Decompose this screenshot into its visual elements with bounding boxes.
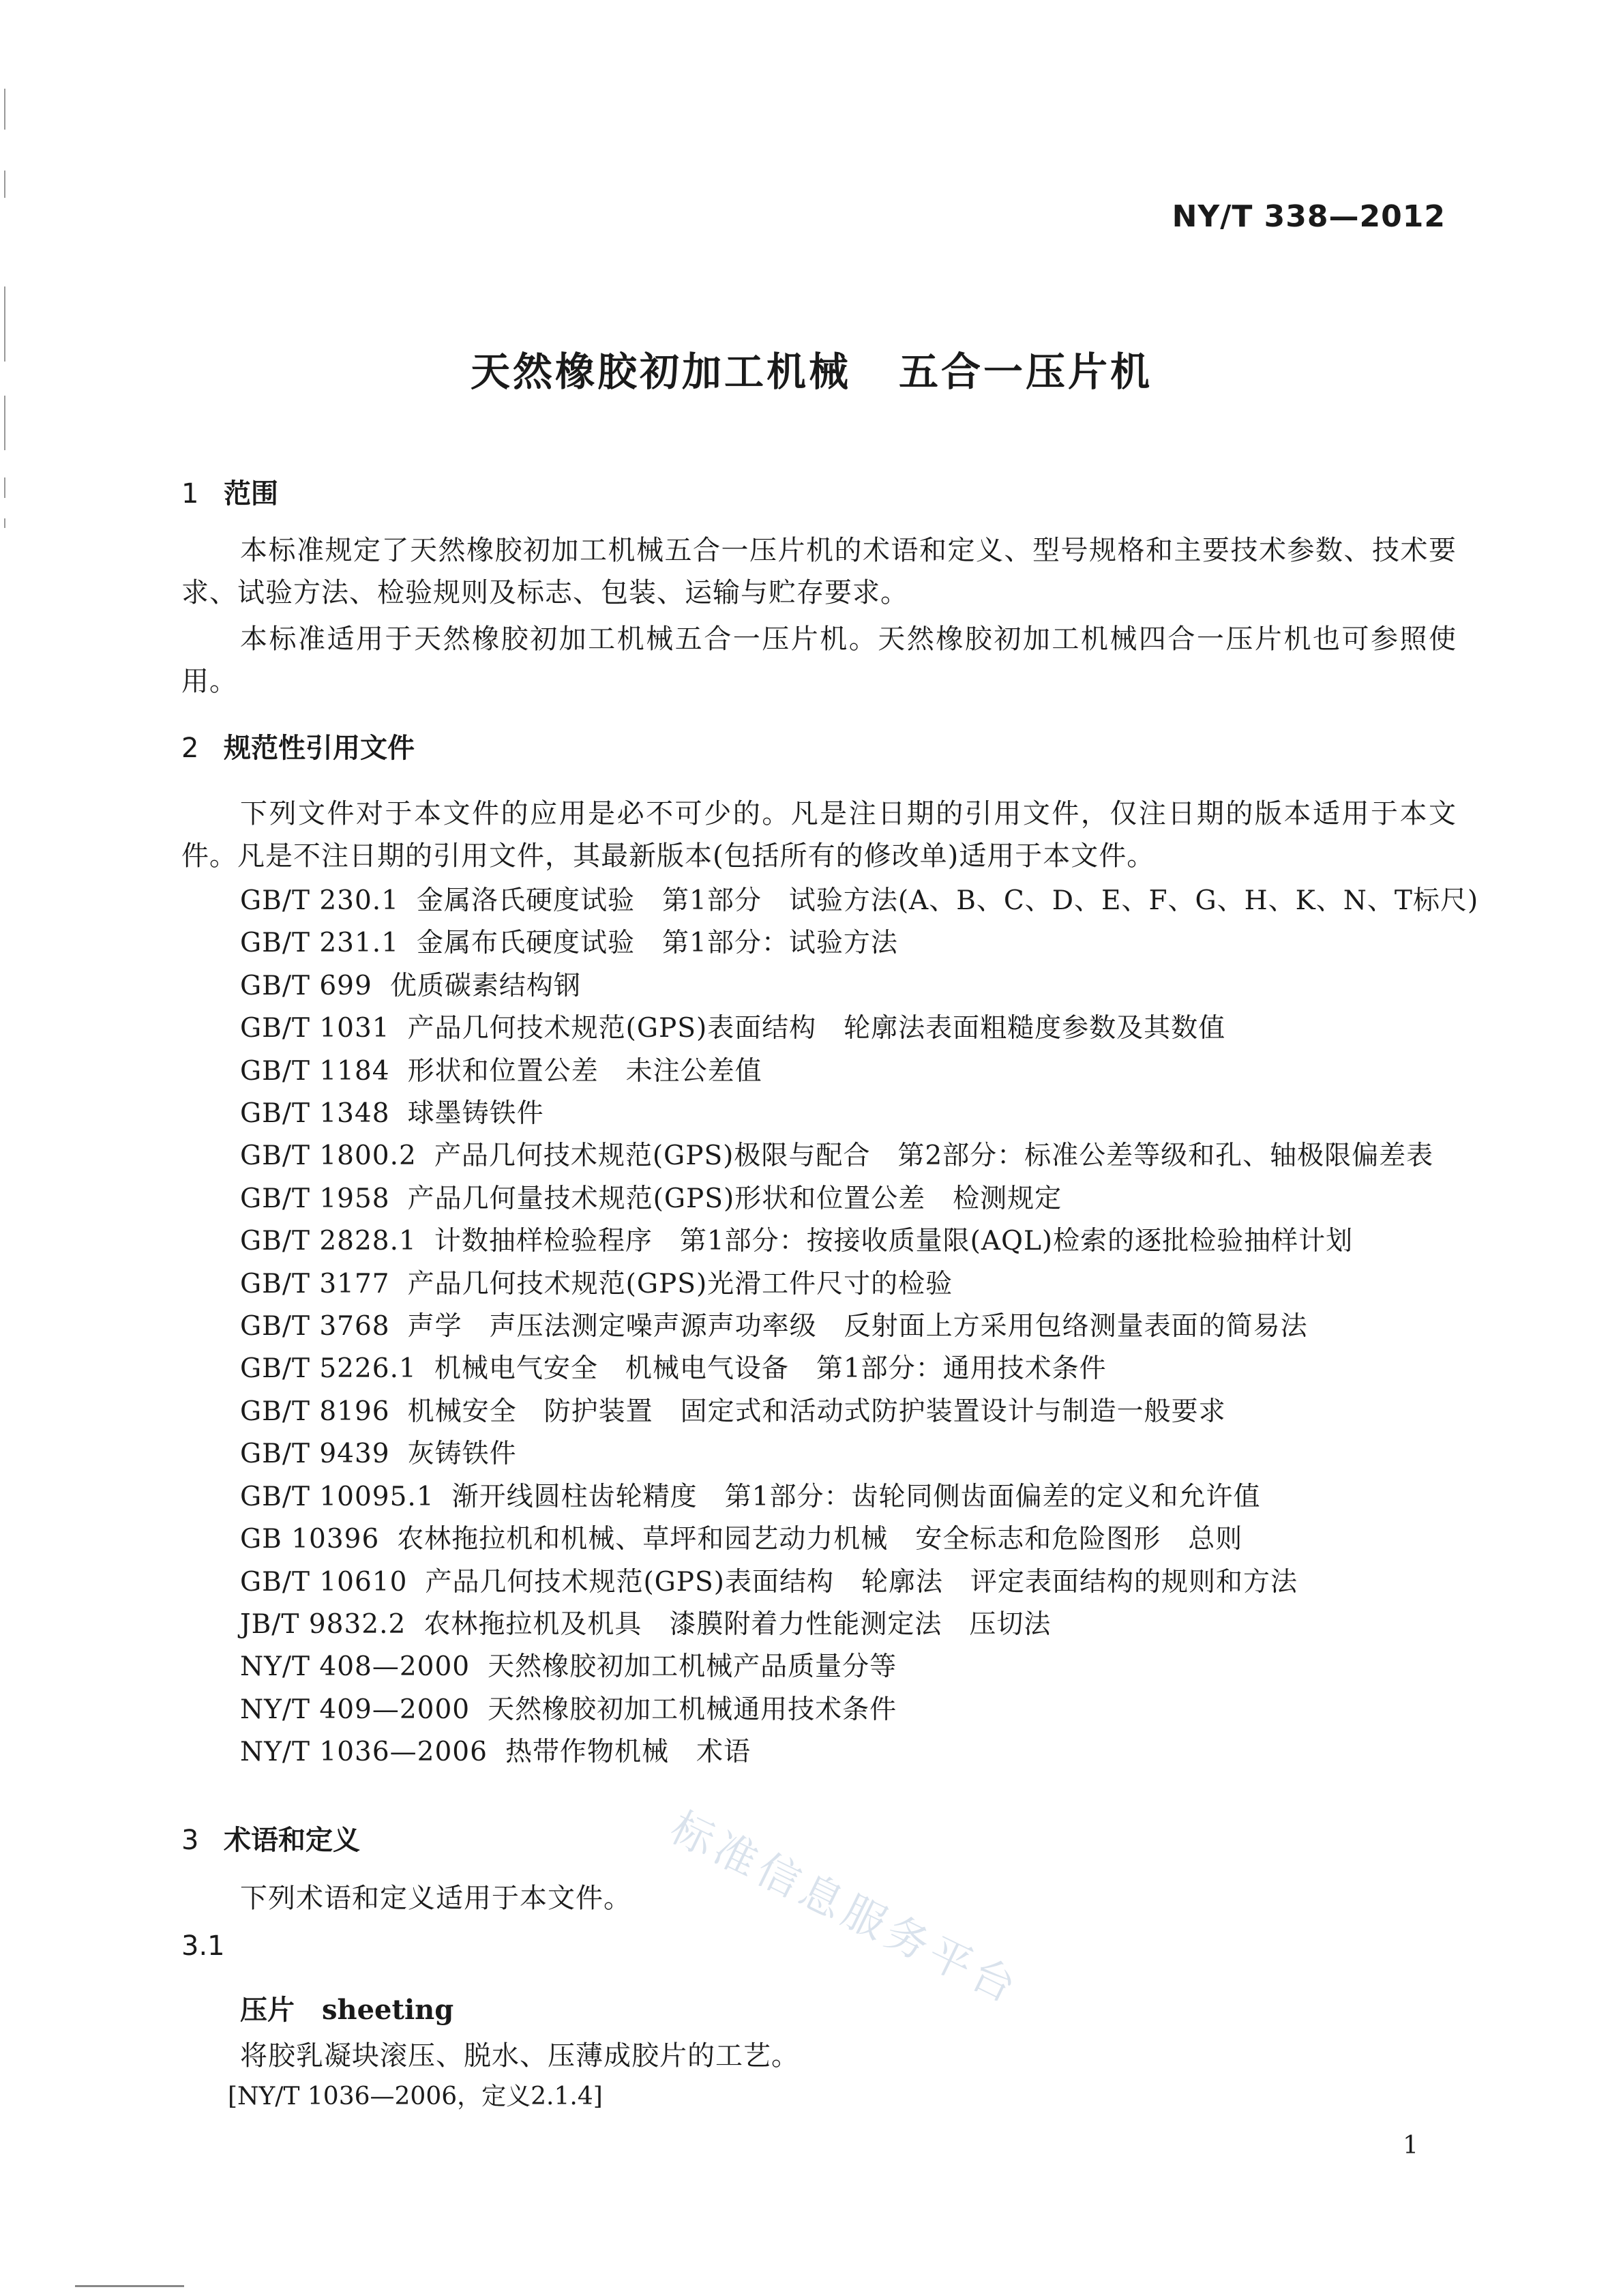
reference-item: GB/T 1800.2 产品几何技术规范(GPS)极限与配合 第2部分：标准公差等级和孔、轴极限偏差表: [240, 1140, 1434, 1172]
reference-item: GB/T 699 优质碳素结构钢: [240, 970, 581, 1001]
reference-item: GB/T 1184 形状和位置公差 未注公差值: [240, 1055, 762, 1087]
normative-references-list: [181, 880, 1479, 1774]
document-title: [0, 340, 1623, 397]
section-number: 1: [181, 478, 199, 510]
section-1-heading: [181, 472, 278, 511]
section-number: 2: [181, 733, 199, 764]
reference-item: GB/T 9439 灰铸铁件: [240, 1439, 517, 1470]
standard-code: NY/T 338—2012: [1172, 199, 1446, 234]
reference-item: GB/T 3177 产品几何技术规范(GPS)光滑工件尺寸的检验: [240, 1268, 953, 1299]
reference-item: NY/T 1036—2006 热带作物机械 术语: [240, 1737, 751, 1768]
term-name-en: sheeting: [322, 1994, 454, 2026]
term-name-zh: 压片: [240, 1995, 295, 2026]
term-source: [NY/T 1036—2006，定义2.1.4]: [228, 2082, 603, 2110]
section-1-paragraph-1: 本标准规定了天然橡胶初加工机械五合一压片机的术语和定义、型号规格和主要技术参数、技术要求、试验方法、检验规则及标志、包装、运输与贮存要求。: [181, 535, 1457, 608]
reference-item: GB/T 230.1 金属洛氏硬度试验 第1部分 试验方法(A、B、C、D、E、F、G、H、K、N、T标尺): [240, 885, 1479, 916]
reference-item: GB/T 10610 产品几何技术规范(GPS)表面结构 轮廓法 评定表面结构的规则和方法: [240, 1566, 1298, 1598]
reference-item: NY/T 408—2000 天然橡胶初加工机械产品质量分等: [240, 1651, 897, 1683]
section-title: 术语和定义: [224, 1825, 360, 1856]
reference-item: GB/T 1031 产品几何技术规范(GPS)表面结构 轮廓法表面粗糙度参数及其数值: [240, 1013, 1226, 1044]
reference-item: GB/T 10095.1 渐开线圆柱齿轮精度 第1部分：齿轮同侧齿面偏差的定义和允许值: [240, 1481, 1261, 1512]
reference-item: GB/T 231.1 金属布氏硬度试验 第1部分：试验方法: [240, 928, 898, 959]
section-2-heading: [181, 726, 415, 765]
title-part-1: 天然橡胶初加工机械: [470, 349, 851, 395]
section-3-paragraph-1: 下列术语和定义适用于本文件。: [240, 1883, 631, 1914]
reference-item: JB/T 9832.2 农林拖拉机及机具 漆膜附着力性能测定法 压切法: [240, 1608, 1052, 1640]
reference-item: GB/T 8196 机械安全 防护装置 固定式和活动式防护装置设计与制造一般要求: [240, 1396, 1226, 1427]
title-part-2: 五合一压片机: [899, 349, 1153, 395]
reference-item: GB 10396 农林拖拉机和机械、草坪和园艺动力机械 安全标志和危险图形 总则: [240, 1524, 1243, 1555]
reference-item: GB/T 2828.1 计数抽样检验程序 第1部分：按接收质量限(AQL)检索的逐批检验抽样计划: [240, 1226, 1354, 1257]
section-title: 范围: [224, 478, 278, 510]
reference-item: GB/T 5226.1 机械电气安全 机械电气设备 第1部分：通用技术条件: [240, 1353, 1107, 1385]
section-1-paragraph-2: 本标准适用于天然橡胶初加工机械五合一压片机。天然橡胶初加工机械四合一压片机也可参照使用。: [181, 623, 1457, 697]
term-definition: 将胶乳凝块滚压、脱水、压薄成胶片的工艺。: [240, 2040, 799, 2072]
reference-item: GB/T 1348 球墨铸铁件: [240, 1098, 544, 1130]
reference-item: NY/T 409—2000 天然橡胶初加工机械通用技术条件: [240, 1694, 897, 1725]
term-name: [240, 1988, 453, 2027]
scan-bottom-mark: [75, 2285, 184, 2287]
page-number: 1: [1403, 2132, 1418, 2160]
section-2-paragraph-1: 下列文件对于本文件的应用是必不可少的。凡是注日期的引用文件，仅注日期的版本适用于本文件。凡是不注日期的引用文件，其最新版本(包括所有的修改单)适用于本文件。: [181, 798, 1457, 872]
watermark: 标准信息服务平台: [663, 1801, 1028, 2014]
reference-item: GB/T 3768 声学 声压法测定噪声源声功率级 反射面上方采用包络测量表面的简易法: [240, 1311, 1308, 1342]
section-3-heading: [181, 1819, 360, 1857]
section-title: 规范性引用文件: [224, 733, 415, 764]
reference-item: GB/T 1958 产品几何量技术规范(GPS)形状和位置公差 检测规定: [240, 1183, 1062, 1214]
term-number: 3.1: [181, 1930, 225, 1962]
section-number: 3: [181, 1825, 199, 1856]
